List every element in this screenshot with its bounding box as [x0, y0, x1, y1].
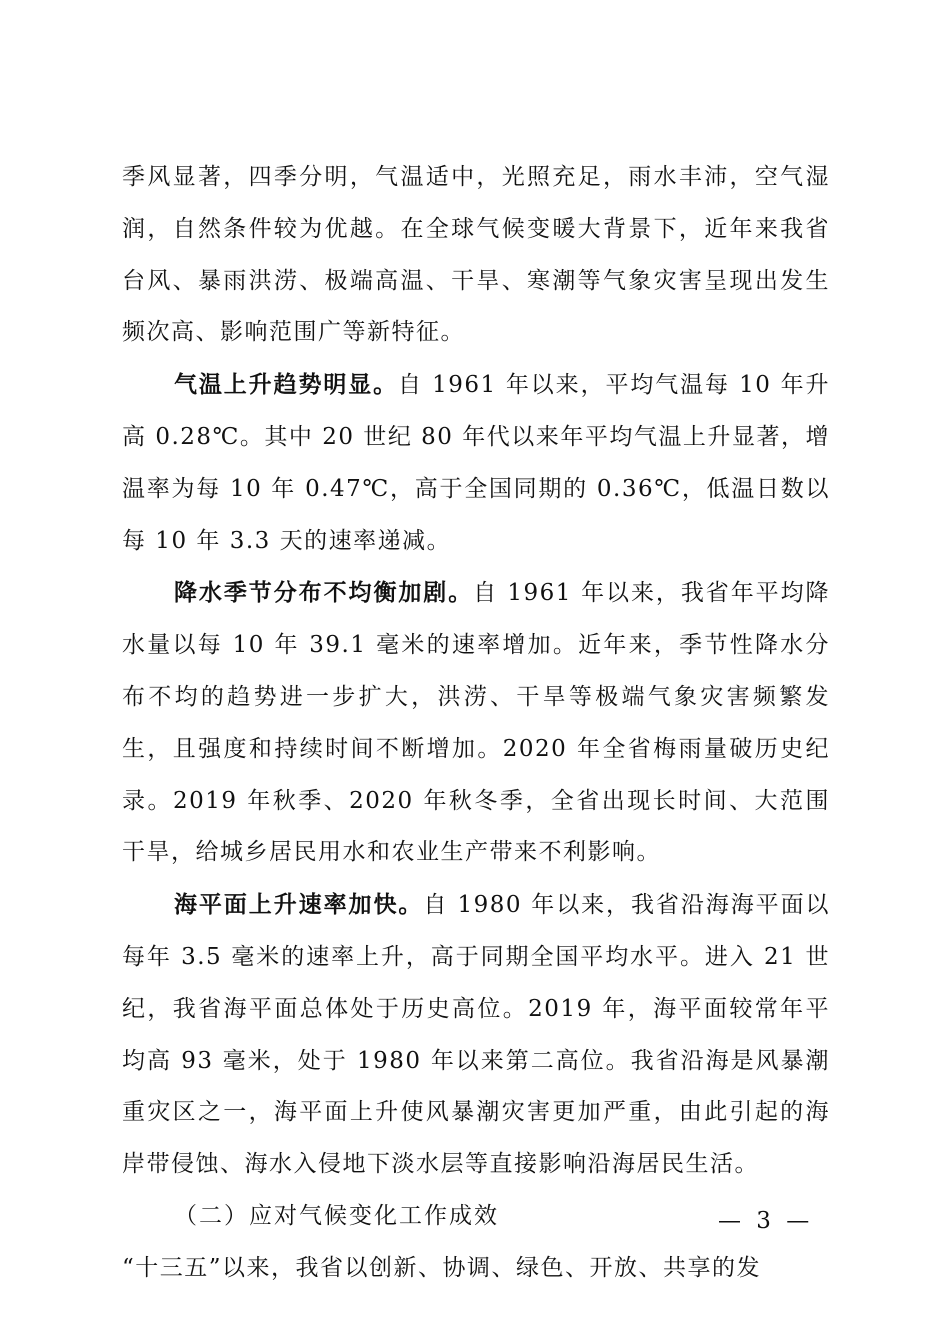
paragraph-lead-sea-level: 海平面上升速率加快。 [174, 891, 424, 919]
paragraph-lead-precipitation: 降水季节分布不均衡加剧。 [174, 579, 474, 607]
paragraph-precipitation [122, 567, 830, 879]
paragraph-body-precipitation: 自 1961 年以来，我省年平均降水量以每 10 年 39.1 毫米的速率增加。近年来，季节性降水分布不均的趋势进一步扩大，洪涝、干旱等极端气象灾害频繁发生，且强度和持续时间不断增加。2020 年全省梅雨量破历史纪录。2019 年秋季、2020 年秋冬季，全省出现长时间、大范围干旱，给城乡居民用水和农业生产带来不利影响。 [122, 580, 830, 866]
paragraph-body-temperature: 自 1961 年以来，平均气温每 10 年升高 0.28℃。其中 20 世纪 80 年代以来年平均气温上升显著，增温率为每 10 年 0.47℃，高于全国同期的 0.36℃，低温日数以每 10 年 3.3 天的速率递减。 [122, 372, 830, 554]
paragraph-body-sea-level: 自 1980 年以来，我省沿海海平面以每年 3.5 毫米的速率上升，高于同期全国平均水平。进入 21 世纪，我省海平面总体处于历史高位。2019 年，海平面较常年平均高 93 毫米，处于 1980 年以来第二高位。我省沿海是风暴潮重灾区之一，海平面上升使风暴潮灾害更加严重，由此引起的海岸带侵蚀、海水入侵地下淡水层等直接影响沿海居民生活。 [122, 892, 831, 1178]
paragraph-climate-overview: 季风显著，四季分明，气温适中，光照充足，雨水丰沛，空气湿润，自然条件较为优越。在全球气候变暖大背景下，近年来我省台风、暴雨洪涝、极端高温、干旱、寒潮等气象灾害呈现出发生频次高、影响范围广等新特征。 [122, 164, 830, 346]
section-heading: （二）应对气候变化工作成效 [174, 1202, 499, 1229]
paragraph-temperature [122, 359, 830, 567]
paragraph-thirteenth-five-year: “十三五”以来，我省以创新、协调、绿色、开放、共享的发 [122, 1254, 762, 1281]
body-text [122, 152, 830, 1295]
page-number: — 3 — [718, 1208, 814, 1234]
paragraph-lead-temperature: 气温上升趋势明显。 [174, 371, 399, 399]
paragraph-sea-level [122, 879, 830, 1191]
